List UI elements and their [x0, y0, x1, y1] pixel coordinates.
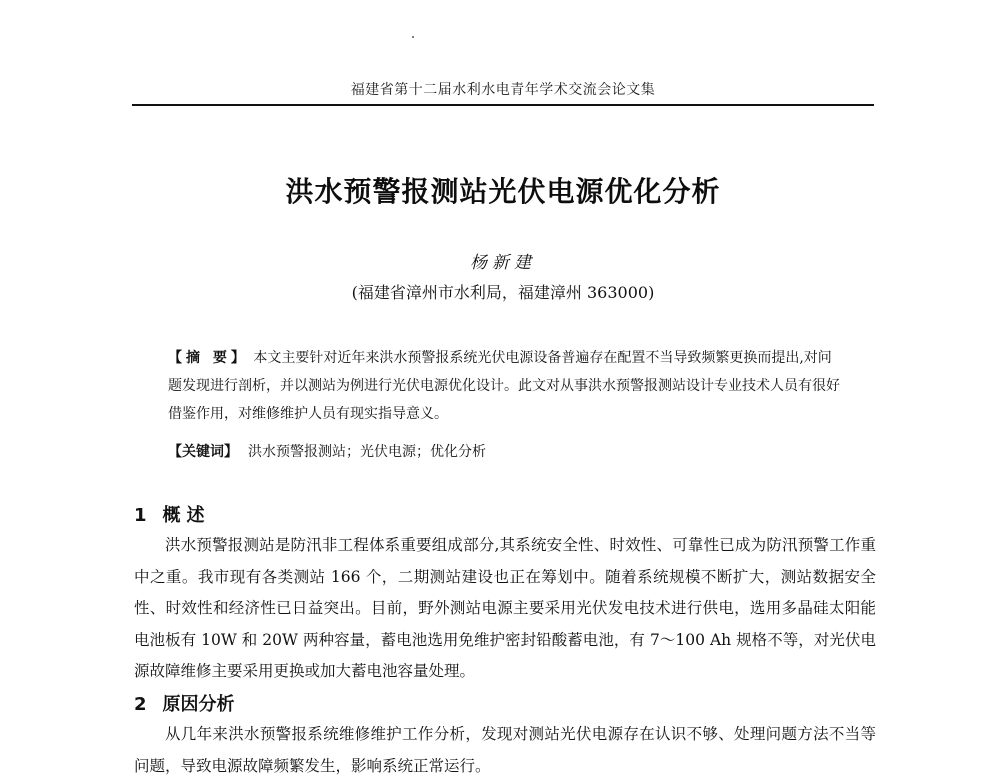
running-header: 福建省第十二届水利水电青年学术交流会论文集	[350, 82, 656, 98]
scan-speck	[412, 36, 414, 38]
section-heading-cause-analysis	[134, 690, 235, 716]
section-title: 原因分析	[162, 694, 235, 715]
section-heading-overview	[134, 501, 211, 527]
section-paragraph-cause-analysis: 从几年来洪水预警报系统维修维护工作分析，发现对测站光伏电源存在认识不够、处理问题方法不当等问题，导致电源故障频繁发生，影响系统正常运行。	[134, 725, 876, 775]
abstract-text: 本文主要针对近年来洪水预警报系统光伏电源设备普遍存在配置不当导致频繁更换而提出,对问题发现进行剖析，并以测站为例进行光伏电源优化设计。此文对从事洪水预警报测站设计专业技术人员有很好借鉴作用，对维修维护人员有现实指导意义。	[168, 350, 840, 422]
keywords-text: 洪水预警报测站；光伏电源；优化分析	[248, 444, 486, 460]
section-number: 2	[134, 694, 147, 715]
abstract-label: 【摘 要】	[168, 350, 249, 366]
abstract-block	[168, 344, 842, 428]
author-name: 杨新建	[470, 253, 536, 273]
paper-title: 洪水预警报测站光伏电源优化分析	[285, 175, 721, 208]
author-affiliation: (福建省漳州市水利局，福建漳州 363000)	[351, 283, 655, 302]
section-number: 1	[134, 505, 147, 526]
section-paragraph-overview: 洪水预警报测站是防汛非工程体系重要组成部分,其系统安全性、时效性、可靠性已成为防汛预警工作重中之重。我市现有各类测站 166 个，二期测站建设也正在筹划中。随着系统规模不断扩大，测站数据安全性、时效性和经济性已日益突出。目前，野外测站电源主要采用光伏发电技术进行供电，选用多晶硅太阳能电池板有 10W 和 20W 两种容量，蓄电池选用免维护密封铅酸蓄电池，有 7～100 Ah 规格不等，对光伏电源故障维修主要采用更换或加大蓄电池容量处理。	[134, 536, 876, 680]
keywords-label: 【关键词】	[168, 444, 238, 460]
header-rule	[132, 104, 874, 106]
keywords-block	[168, 438, 842, 466]
section-title: 概述	[162, 505, 211, 526]
